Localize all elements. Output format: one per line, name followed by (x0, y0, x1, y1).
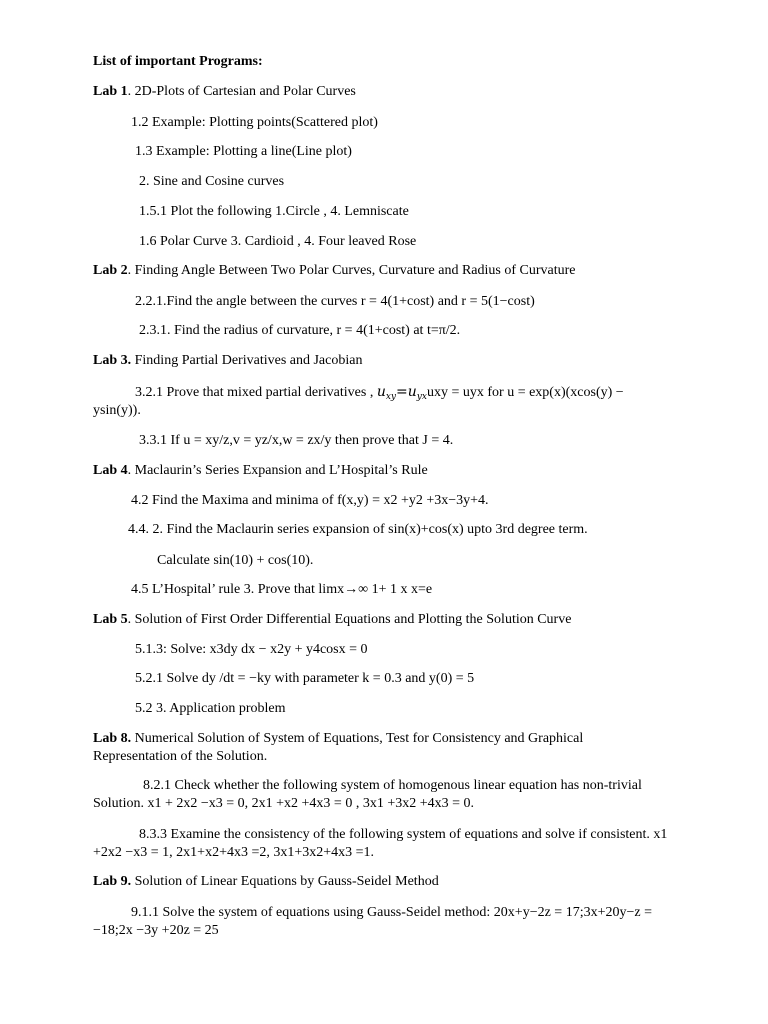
lab2-item: 2.2.1.Find the angle between the curves r = 4(1+cost) and r = 5(1−cost) (135, 294, 535, 309)
lab1-item: 1.3 Example: Plotting a line(Line plot) (135, 144, 352, 159)
lab1-item: 2. Sine and Cosine curves (139, 174, 285, 189)
page-heading: List of important Programs: (93, 54, 263, 69)
lab1-heading: Lab 1. 2D-Plots of Cartesian and Polar Curves (93, 84, 356, 99)
lab4-item: 4.4. 2. Find the Maclaurin series expansion of sin(x)+cos(x) upto 3rd degree term. (128, 522, 588, 537)
lab4-item: Calculate sin(10) + cos(10). (157, 553, 314, 568)
lab3-item: 3.3.1 If u = xy/z,v = yz/x,w = zx/y then prove that J = 4. (139, 433, 454, 448)
lab8-item: 8.2.1 Check whether the following system of homogenous linear equation has non-trivial Solution. x1 + 2x2 −x3 = 0, 2x1 +x2 +4x3 = 0 , 3x1 +3x2 +4x3 = 0. (93, 778, 642, 811)
lab5-item: 5.1.3: Solve: x3dy dx − x2y + y4cosx = 0 (135, 642, 368, 657)
lab9-item: 9.1.1 Solve the system of equations using Gauss-Seidel method: 20x+y−2z = 17;3x+20y−z = −18;2x −3y +20z = 25 (93, 905, 652, 938)
lab3-item-partial-derivatives: 3.2.1 Prove that mixed partial derivatives , $u_{xy}=u_{yx}uxy$ = uyx for u = exp(x)(xcos(y) − (135, 384, 624, 402)
lab3-heading: Lab 3. Finding Partial Derivatives and Jacobian (93, 353, 363, 368)
lab3-item-continuation: ysin(y)). (93, 403, 141, 418)
lab8-item: 8.3.3 Examine the consistency of the following system of equations and solve if consistent. x1 +2x2 −x3 = 1, 2x1+x2+4x3 =2, 3x1+3x2+4x3 =1. (93, 827, 668, 860)
lab5-item: 5.2 3. Application problem (135, 701, 286, 716)
lab4-item: 4.2 Find the Maxima and minima of f(x,y) = x2 +y2 +3x−3y+4. (131, 493, 489, 508)
lab1-item: 1.6 Polar Curve 3. Cardioid , 4. Four leaved Rose (139, 234, 417, 249)
lab5-item: 5.2.1 Solve dy /dt = −ky with parameter k = 0.3 and y(0) = 5 (135, 671, 475, 686)
mixed-partial-formula: $u_{xy}=u_{yx}$ (376, 384, 427, 402)
lab4-heading: Lab 4. Maclaurin’s Series Expansion and L’Hospital’s Rule (93, 463, 428, 478)
lab1-item: 1.2 Example: Plotting points(Scattered plot) (131, 115, 378, 130)
lab8-heading: Lab 8. Numerical Solution of System of Equations, Test for Consistency and Graphical Representation of the Solution. (93, 731, 584, 764)
lab1-item: 1.5.1 Plot the following 1.Circle , 4. Lemniscate (139, 204, 409, 219)
lab5-heading: Lab 5. Solution of First Order Differential Equations and Plotting the Solution Curve (93, 612, 572, 627)
lab2-heading: Lab 2. Finding Angle Between Two Polar Curves, Curvature and Radius of Curvature (93, 263, 576, 278)
lab2-item: 2.3.1. Find the radius of curvature, r = 4(1+cost) at t=π/2. (139, 323, 461, 338)
lab9-heading: Lab 9. Solution of Linear Equations by Gauss-Seidel Method (93, 874, 439, 889)
lab4-item: 4.5 L’Hospital’ rule 3. Prove that limx→∞ 1+ 1 x x=e (131, 582, 433, 597)
